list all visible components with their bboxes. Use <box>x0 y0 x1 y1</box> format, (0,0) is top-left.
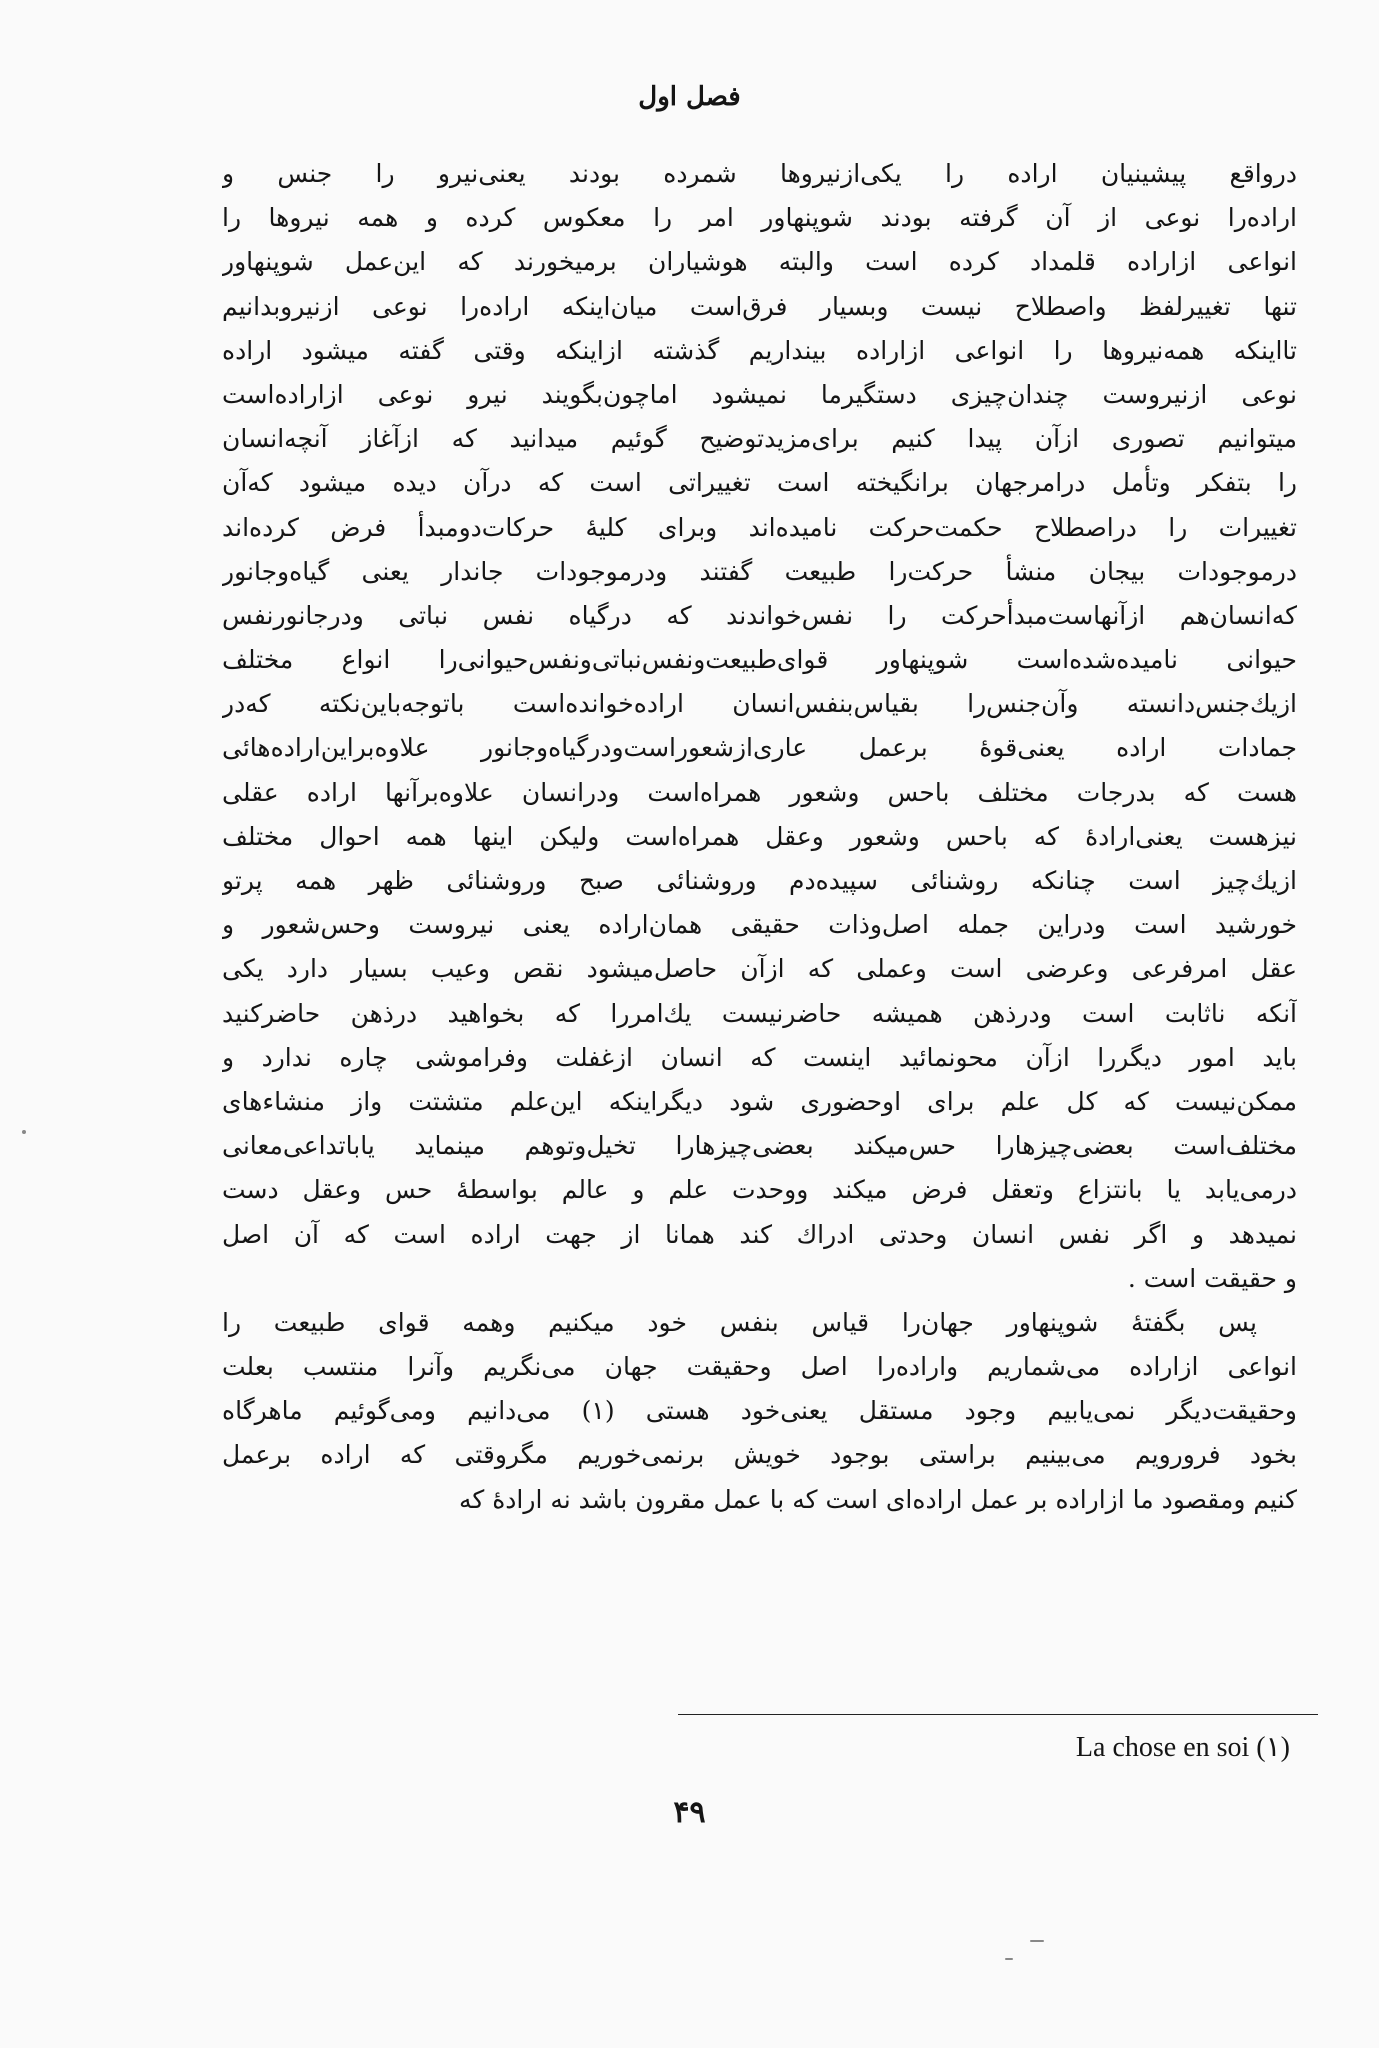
text-line: میتوانیم تصوری ازآن پیدا کنیم برای‌مزید‌توضیح گوئیم میدانید که ازآغاز آنچه‌انسان <box>222 424 1297 454</box>
text-line: نوعی ازنیروست چندان‌چیزی دستگیرما نمیشود اماچون‌بگویند نیرو نوعی ازاراده‌است <box>222 379 1297 409</box>
text-line: خورشید است ودراین جمله اصل‌وذات حقیقی همان‌اراده یعنی نیروست وحس‌شعور و <box>222 910 1297 940</box>
text-line: اراده‌را نوعی از آن گرفته بودند شوپنهاور امر را معکوس کرده و همه نیروها را <box>222 203 1297 233</box>
text-line: کنیم ومقصود ما ازاراده بر عمل اراده‌ای است که با عمل مقرون باشد نه ارادهٔ که <box>458 1484 1297 1514</box>
text-line: نمیدهد و اگر نفس انسان وحدتی ادراك کند همانا از جهت اراده است که آن اصل <box>222 1219 1297 1249</box>
text-line: ازیك‌چیز است چنانکه روشنائی سپیده‌دم وروشنائی صبح وروشنائی ظهر همه پرتو <box>222 866 1297 895</box>
scan-speck <box>22 1130 26 1134</box>
text-line: حیوانی نامیده‌شده‌است شوپنهاور قوای‌طبیعت‌ونفس‌نباتی‌ونفس‌حیوانی‌را انواع مختلف <box>222 645 1297 675</box>
chapter-title: فصل اول <box>638 82 741 112</box>
text-line: مختلف‌است بعضی‌چیزهارا حس‌میکند بعضی‌چیزهارا تخیل‌وتوهم مینماید یاباتداعی‌معانی <box>222 1131 1297 1161</box>
scan-speck <box>1005 1958 1013 1960</box>
text-line: باید امور دیگررا ازآن محونمائید اینست که انسان ازغفلت وفراموشی چاره ندارد و <box>222 1042 1297 1072</box>
text-line: بخود فرورویم می‌بینیم براستی بوجود خویش برنمی‌خوریم مگروقتی که اراده برعمل <box>222 1440 1297 1470</box>
body-text <box>222 152 1297 1522</box>
text-line: پس بگفتهٔ شوپنهاور جهان‌را قیاس بنفس خود میکنیم وهمه قوای طبیعت را <box>222 1307 1257 1337</box>
text-line: درموجودات بیجان منشأ حرکت‌را طبیعت گفتند ودرموجودات جاندار یعنی گیاه‌وجانور <box>222 556 1297 586</box>
text-line: وحقیقت‌دیگر نمی‌یابیم وجود مستقل یعنی‌خود هستی (۱) می‌دانیم ومی‌گوئیم ماهرگاه <box>222 1396 1297 1426</box>
page-number: ۴۹ <box>673 1795 706 1830</box>
text-line: عقل امرفرعی وعرضی است وعملی که ازآن حاصل‌میشود نقص وعیب بسیار دارد یکی <box>222 954 1297 984</box>
footnote-divider <box>678 1714 1318 1715</box>
text-line: انواعی ازاراده می‌شماریم واراده‌را اصل وحقیقت جهان می‌نگریم وآنرا منتسب بعلت <box>222 1352 1297 1382</box>
text-line: تااینکه همه‌نیروها را انواعی ازاراده بینداریم گذشته ازاینکه وقتی گفته میشود اراده <box>222 335 1297 365</box>
text-line: انواعی ازاراده قلمداد کرده است والبته هوشیاران برمیخورند که این‌عمل شوپنهاور <box>222 247 1297 277</box>
text-line: تنها تغییرلفظ واصطلاح نیست وبسیار فرق‌است میان‌اینکه اراده‌را نوعی ازنیروبدانیم <box>222 291 1297 321</box>
text-line: نیزهست یعنی‌ارادهٔ که باحس وشعور وعقل همراه‌است ولیکن اینها همه احوال مختلف <box>222 821 1297 851</box>
text-line: را بتفکر وتأمل درامرجهان برانگیخته است تغییراتی است که درآن دیده میشود که‌آن <box>222 468 1297 498</box>
scan-speck <box>1030 1940 1044 1942</box>
text-line: هست که بدرجات مختلف باحس وشعور همراه‌است ودرانسان علاوه‌برآنها اراده عقلی <box>222 777 1297 807</box>
text-line: که‌انسان‌هم ازآنهاست‌مبدأحرکت را نفس‌خواندند که درگیاه نفس نباتی ودرجانورنفس <box>222 600 1297 630</box>
text-line: و حقیقت است . <box>1127 1263 1297 1293</box>
text-line: آنکه ناثابت است ودرذهن همیشه حاضرنیست یك‌امررا که بخواهید درذهن حاضرکنید <box>222 998 1297 1028</box>
text-line: ازیك‌جنس‌دانسته وآن‌جنس‌را بقیاس‌بنفس‌انسان اراده‌خوانده‌است باتوجه‌باین‌نکته که‌در <box>222 689 1297 719</box>
text-line: درمی‌یابد یا بانتزاع وتعقل فرض میکند ووحدت علم و عالم بواسطهٔ حس وعقل دست <box>222 1175 1297 1205</box>
text-line: تغییرات را دراصطلاح حکمت‌حرکت نامیده‌اند وبرای کلیهٔ حرکات‌دومبدأ فرض کرده‌اند <box>222 512 1297 542</box>
text-line: ممکن‌نیست که کل علم برای اوحضوری شود دیگراینکه این‌علم متشتت واز منشاءهای <box>222 1086 1297 1116</box>
text-line: جمادات اراده یعنی‌قوهٔ برعمل عاری‌ازشعوراست‌ودرگیاه‌وجانور علاوه‌براین‌اراده‌هائی <box>222 733 1297 763</box>
text-line: درواقع پیشینیان اراده را یکی‌ازنیروها شمرده بودند یعنی‌نیرو را جنس و <box>222 159 1297 188</box>
footnote: La chose en soi (۱) <box>1075 1732 1290 1763</box>
